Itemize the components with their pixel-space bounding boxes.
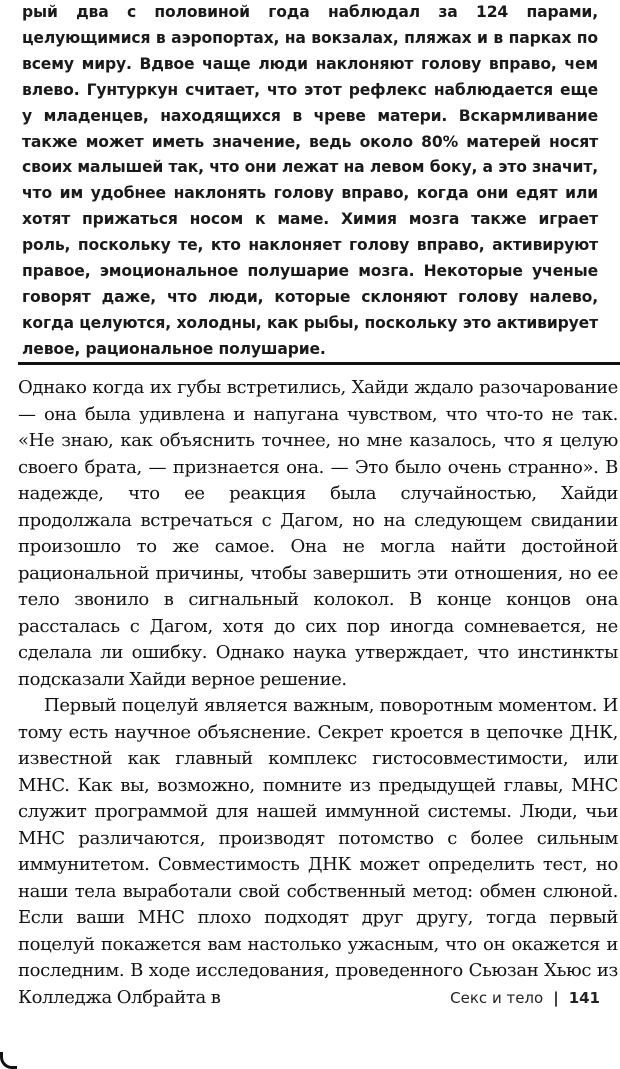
main-text xyxy=(18,375,618,1011)
main-paragraph-1: Однако когда их губы встретились, Хайди ждало разочарование — она была удивлена и напугана чувством, что что-то не так. «Не знаю, как объяснить точнее, но мне казалось, что я целую своего брата, — признается она. — Это было очень странно». В надежде, что ее реакция была случайностью, Хайди продолжала встречаться с Дагом, но на следующем свидании произошло то же самое. Она не могла найти достойной рациональной причины, чтобы завершить эти отношения, но ее тело звонило в сигнальный колокол. В конце концов она рассталась с Дагом, хотя до сих пор иногда сомневается, не сделала ли ошибку. Однако наука утверждает, что инстинкты подсказали Хайди верное решение. xyxy=(18,377,618,690)
page-number: 141 xyxy=(568,989,600,1007)
main-paragraph-2: Первый поцелуй является важным, поворотным моментом. И тому есть научное объяснение. Секрет кроется в цепочке ДНК, известной как главный комплекс гистосовместимости, или MHC. Как вы, возможно, помните из предыдущей главы, MHC служит программой для нашей иммунной системы. Люди, чьи MHC различаются, производят потомство с более сильным иммунитетом. Совместимость ДНК может определить тест, но наши тела выработали свой собственный метод: обмен слюной. Если ваши MHC плохо подходят друг другу, тогда первый поцелуй покажется вам настолько ужасным, что он окажется и последним. В ходе исследования, проведенного Сьюзан Хьюс из Колледжа Олбрайта в xyxy=(18,695,618,1008)
sidebar-divider-rule xyxy=(18,362,620,365)
sidebar-text: рый два с половиной года наблюдал за 124 парами, целующимися в аэропортах, на вокзалах, пляжах и в парках по всему миру. Вдвое чаще люди наклоняют голову вправо, чем влево. Гунтуркун считает, что этот рефлекс наблюдается еще у младенцев, находящихся в чреве матери. Вскармливание также может иметь значение, ведь около 80% матерей носят своих малышей так, что они лежат на левом боку, а это значит, что им удобнее наклонять голову вправо, когда они едят или хотят прижаться носом к маме. Химия мозга также играет роль, поскольку те, кто наклоняет голову вправо, активируют правое, эмоциональное полушарие мозга. Некоторые ученые говорят даже, что люди, которые склоняют голову налево, когда целуются, холодны, как рыбы, поскольку это активирует левое, рациональное полушарие. xyxy=(22,3,598,358)
page-corner-mark xyxy=(0,1052,17,1069)
page-footer xyxy=(450,989,600,1007)
sidebar-box xyxy=(22,0,598,363)
footer-separator: | xyxy=(553,989,559,1007)
running-title: Секс и тело xyxy=(450,989,544,1007)
